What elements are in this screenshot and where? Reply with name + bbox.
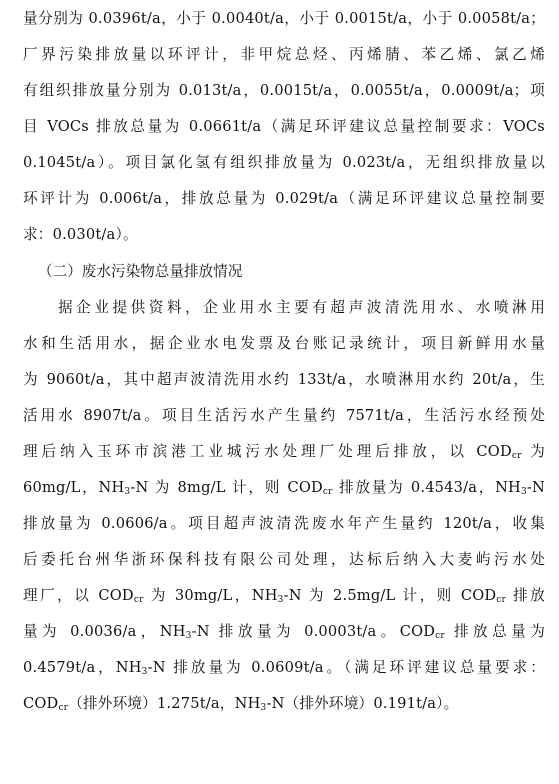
line-text: COD	[23, 695, 59, 712]
paragraph-2-line-11	[23, 654, 545, 682]
line-text: -N（排外环境）0.191t/a）。	[266, 695, 459, 712]
paragraph-2-line-12	[23, 690, 545, 718]
subscript: 3	[260, 703, 267, 713]
line-text: 理厂，以 COD	[23, 587, 134, 604]
paragraph-2-line-3: 为 9060t/a，其中超声波清洗用水约 133t/a，水喷淋用水约 20t/a，生	[23, 371, 545, 388]
line-text: -N	[526, 479, 545, 496]
paragraph-2-line-10	[23, 618, 545, 646]
paragraph-2-line-2: 水和生活用水，据企业水电发票及台账记录统计，项目新鲜用水量	[23, 335, 545, 352]
subscript: cr	[496, 595, 507, 605]
line-text: -N 为 8mg/L 计，则 COD	[130, 479, 323, 496]
paragraph-1-line-3: 有组织排放量分别为 0.013t/a，0.0015t/a，0.0055t/a，0.0009t/a；项	[23, 82, 545, 99]
subscript: 3	[520, 487, 527, 497]
paragraph-2-line-9	[23, 582, 545, 610]
line-text: -N 为 2.5mg/L 计，则 COD	[283, 587, 497, 604]
line-text: 排放量为 0.4543/a，NH	[332, 479, 521, 496]
paragraph-2-line-7: 排放量为 0.0606/a。项目超声波清洗废水年产生量约 120t/a，收集	[23, 515, 545, 532]
line-text: -N 排放量为 0.0003t/a。COD	[191, 623, 436, 640]
line-text: 60mg/L，NH	[23, 479, 125, 496]
paragraph-2-line-1: 据企业提供资料，企业用水主要有超声波清洗用水、水喷淋用	[58, 299, 545, 316]
paragraph-1-line-7: 求：0.030t/a）。	[23, 226, 138, 243]
paragraph-2-line-4: 活用水 8907t/a。项目生活污水产生量约 7571t/a，生活污水经预处	[23, 407, 545, 424]
line-text: 排放	[506, 587, 545, 604]
line-text: 为	[521, 443, 545, 460]
subscript: cr	[322, 487, 333, 497]
subscript: cr	[435, 631, 445, 641]
paragraph-1-line-1: 量分别为 0.0396t/a，小于 0.0040t/a，小于 0.0015t/a，小于 0.0058t/a；	[23, 10, 545, 27]
section-heading: （二）废水污染物总量排放情况	[38, 263, 243, 280]
subscript: 3	[141, 667, 148, 677]
subscript: cr	[133, 595, 144, 605]
line-text: 理后纳入玉环市滨港工业城污水处理厂处理后排放，以 COD	[23, 443, 512, 460]
subscript: 3	[124, 487, 131, 497]
paragraph-2-line-6	[23, 474, 545, 502]
paragraph-2-line-5	[23, 438, 545, 466]
paragraph-2-line-8: 后委托台州华浙环保科技有限公司处理，达标后纳入大麦屿污水处	[23, 551, 545, 568]
line-text: 为 30mg/L，NH	[143, 587, 278, 604]
paragraph-1-line-4: 目 VOCs 排放总量为 0.0661t/a（满足环评建议总量控制要求：VOCs	[23, 118, 545, 135]
subscript: 3	[277, 595, 284, 605]
paragraph-1-line-5: 0.1045t/a）。项目氯化氢有组织排放量为 0.023t/a，无组织排放量以	[23, 154, 545, 171]
line-text: -N 排放量为 0.0609t/a。（满足环评建议总量要求：	[147, 659, 545, 676]
line-text: 排放总量为	[444, 623, 545, 640]
subscript: cr	[511, 451, 522, 461]
paragraph-1-line-2: 厂界污染排放量以环评计，非甲烷总烃、丙烯腈、苯乙烯、氯乙烯	[23, 46, 545, 63]
line-text: 0.4579t/a，NH	[23, 659, 142, 676]
subscript: cr	[58, 703, 69, 713]
subscript: 3	[185, 631, 192, 641]
paragraph-1-line-6: 环评计为 0.006t/a，排放总量为 0.029t/a（满足环评建议总量控制要	[23, 190, 545, 207]
line-text: （排外环境）1.275t/a，NH	[68, 695, 261, 712]
line-text: 量为 0.0036/a，NH	[23, 623, 186, 640]
